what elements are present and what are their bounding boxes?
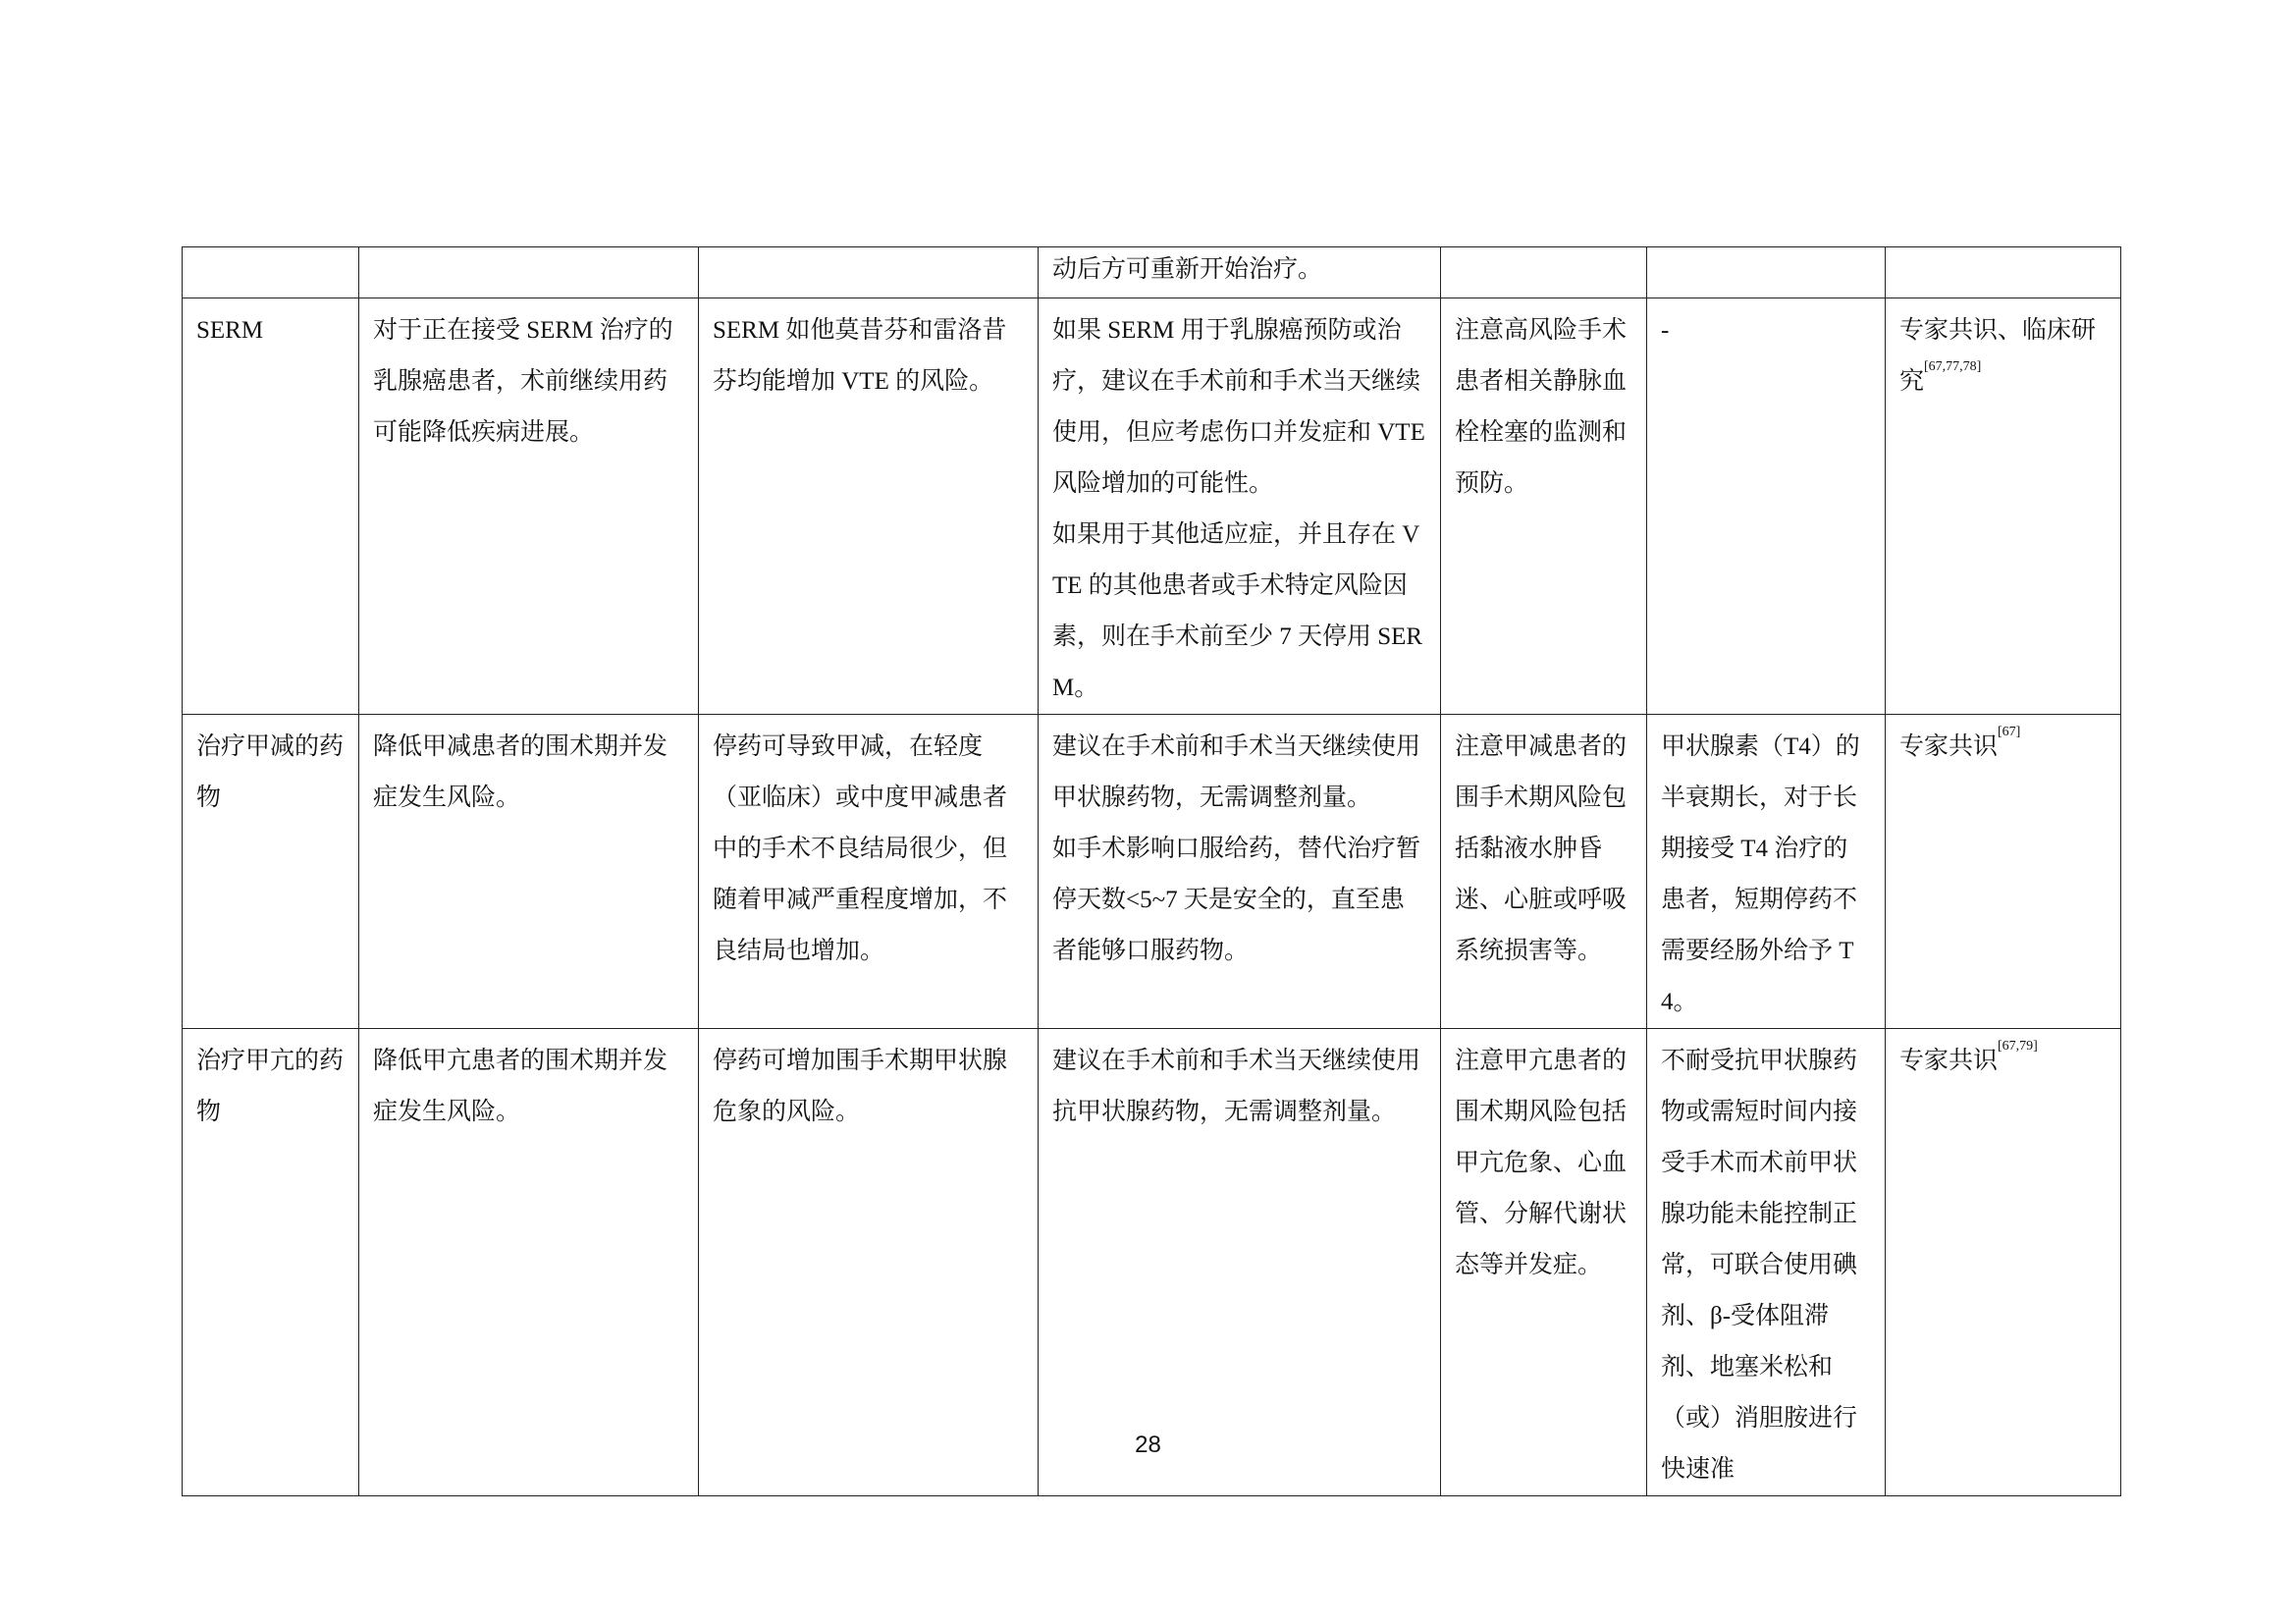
cell-recommendation: [1039, 298, 1441, 715]
citation-ref: [67,77,78]: [1924, 359, 1982, 374]
cell-drug: [183, 247, 359, 298]
table-row: [183, 715, 2121, 1029]
cell-drug: 治疗甲亢的药物: [183, 1029, 359, 1496]
cell-risk: SERM 如他莫昔芬和雷洛昔芬均能增加 VTE 的风险。: [699, 298, 1039, 715]
cell-purpose: 降低甲亢患者的围术期并发症发生风险。: [359, 1029, 699, 1496]
cell-evidence: 专家共识[67,79]: [1886, 1029, 2121, 1496]
cell-attention: [1441, 247, 1647, 298]
cell-attention: 注意甲亢患者的围术期风险包括甲亢危象、心血管、分解代谢状态等并发症。: [1441, 1029, 1647, 1496]
cell-purpose: 降低甲减患者的围术期并发症发生风险。: [359, 715, 699, 1029]
cell-attention: 注意高风险手术患者相关静脉血栓栓塞的监测和预防。: [1441, 298, 1647, 715]
cell-recommendation: [1039, 715, 1441, 1029]
cell-risk: 停药可增加围手术期甲状腺危象的风险。: [699, 1029, 1039, 1496]
cell-note: 不耐受抗甲状腺药物或需短时间内接受手术而术前甲状腺功能未能控制正常，可联合使用碘剂、β-受体阻滞剂、地塞米松和（或）消胆胺进行快速准: [1647, 1029, 1886, 1496]
table-row: [183, 298, 2121, 715]
recommendation-paragraph-2: 如果用于其他适应症，并且存在 VTE 的其他患者或手术特定风险因素，则在手术前至少 7 天停用 SERM。: [1052, 521, 1423, 701]
table-row: [183, 1029, 2121, 1496]
recommendation-paragraph-1: 建议在手术前和手术当天继续使用甲状腺药物，无需调整剂量。: [1052, 733, 1421, 811]
citation-ref: [67,79]: [1998, 1039, 2038, 1054]
cell-attention: 注意甲减患者的围手术期风险包括黏液水肿昏迷、心脏或呼吸系统损害等。: [1441, 715, 1647, 1029]
cell-risk: [699, 247, 1039, 298]
cell-note: [1647, 247, 1886, 298]
cell-purpose: [359, 247, 699, 298]
cell-drug: SERM: [183, 298, 359, 715]
cell-risk: 停药可导致甲减，在轻度（亚临床）或中度甲减患者中的手术不良结局很少，但随着甲减严重程度增加，不良结局也增加。: [699, 715, 1039, 1029]
cell-drug: 治疗甲减的药物: [183, 715, 359, 1029]
recommendation-paragraph-1: 如果 SERM 用于乳腺癌预防或治疗，建议在手术前和手术当天继续使用，但应考虑伤口并发症和 VTE 风险增加的可能性。: [1052, 317, 1425, 497]
cell-note: 甲状腺素（T4）的半衰期长，对于长期接受 T4 治疗的患者，短期停药不需要经肠外给予 T4。: [1647, 715, 1886, 1029]
cell-evidence: [1886, 247, 2121, 298]
cell-purpose: 对于正在接受 SERM 治疗的乳腺癌患者，术前继续用药可能降低疾病进展。: [359, 298, 699, 715]
drug-table: [182, 246, 2121, 1496]
citation-ref: [67]: [1998, 725, 2021, 739]
table-row: [183, 247, 2121, 298]
cell-recommendation: 建议在手术前和手术当天继续使用抗甲状腺药物，无需调整剂量。: [1039, 1029, 1441, 1496]
page-number: 28: [1135, 1432, 1161, 1458]
cell-recommendation: 动后方可重新开始治疗。: [1039, 247, 1441, 298]
recommendation-paragraph-2: 如手术影响口服给药，替代治疗暂停天数<5~7 天是安全的，直至患者能够口服药物。: [1052, 836, 1421, 964]
cell-evidence: 专家共识[67]: [1886, 715, 2121, 1029]
cell-note: -: [1647, 298, 1886, 715]
cell-evidence: 专家共识、临床研究[67,77,78]: [1886, 298, 2121, 715]
